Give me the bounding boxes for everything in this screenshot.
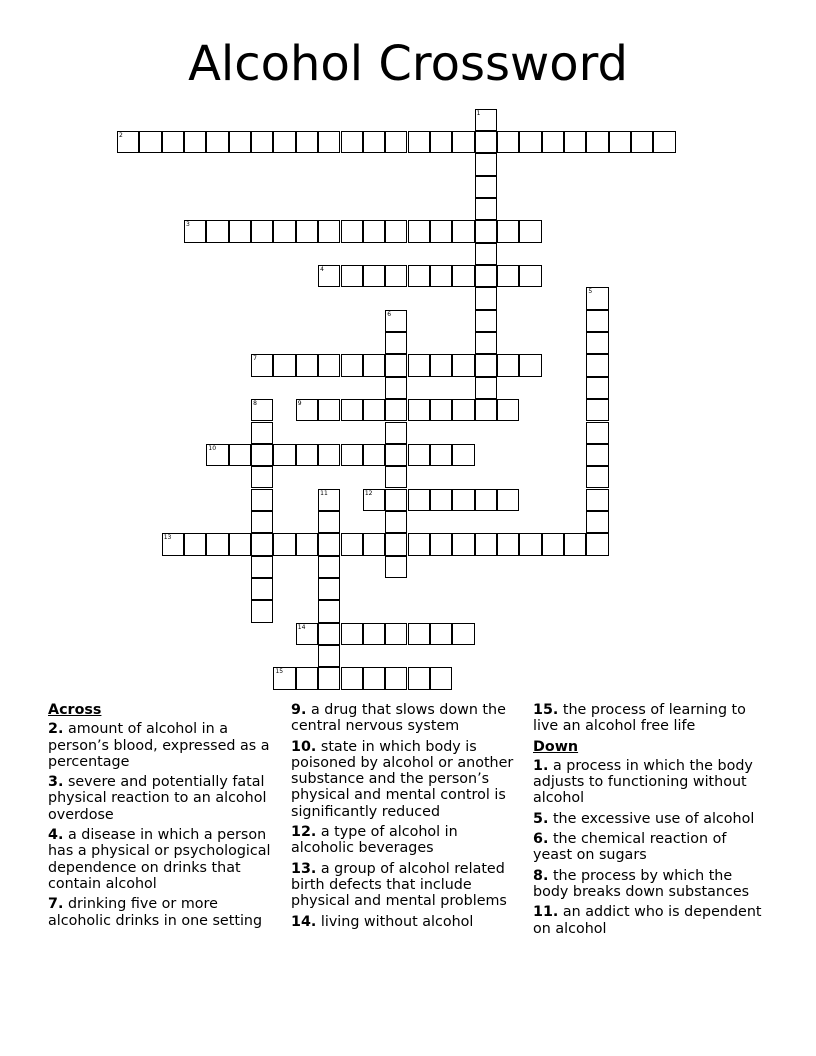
crossword-cell[interactable]: [318, 131, 340, 153]
crossword-cell[interactable]: [519, 131, 541, 153]
crossword-cell[interactable]: [408, 220, 430, 242]
clue-item: [291, 861, 523, 910]
clue-number: 6: [387, 310, 392, 318]
crossword-cell[interactable]: [251, 578, 273, 600]
crossword-cell[interactable]: [251, 444, 273, 466]
crossword-cell[interactable]: [385, 354, 407, 376]
crossword-cell[interactable]: [497, 533, 519, 555]
crossword-cell[interactable]: [631, 131, 653, 153]
crossword-cell[interactable]: [452, 354, 474, 376]
crossword-cell[interactable]: [363, 131, 385, 153]
clue-item: [533, 868, 763, 901]
clue-item: [291, 824, 523, 857]
crossword-cell[interactable]: [586, 511, 608, 533]
clue-column-2: [291, 702, 523, 934]
crossword-cell[interactable]: [475, 533, 497, 555]
crossword-cell[interactable]: [586, 399, 608, 421]
crossword-cell[interactable]: [341, 623, 363, 645]
crossword-cell[interactable]: [251, 511, 273, 533]
crossword-cell[interactable]: [519, 265, 541, 287]
crossword-cell[interactable]: [318, 667, 340, 689]
clue-item-text: a process in which the body adjusts to functioning without alcohol: [533, 757, 753, 807]
crossword-cell[interactable]: [117, 131, 139, 153]
crossword-cell[interactable]: [296, 399, 318, 421]
crossword-cell[interactable]: [408, 623, 430, 645]
crossword-cell[interactable]: [519, 220, 541, 242]
crossword-cell[interactable]: [586, 310, 608, 332]
crossword-cell[interactable]: [430, 265, 452, 287]
clue-item-number: 9.: [291, 702, 307, 718]
clue-number: 1: [476, 109, 481, 117]
crossword-cell[interactable]: [452, 131, 474, 153]
crossword-cell[interactable]: [296, 667, 318, 689]
crossword-cell[interactable]: [542, 533, 564, 555]
crossword-cell[interactable]: [452, 399, 474, 421]
clue-item-number: 14.: [291, 913, 317, 930]
crossword-cell[interactable]: [586, 466, 608, 488]
clue-item: [48, 721, 276, 770]
crossword-cell[interactable]: [363, 399, 385, 421]
crossword-cell[interactable]: [408, 444, 430, 466]
crossword-cell[interactable]: [475, 220, 497, 242]
crossword-cell[interactable]: [318, 354, 340, 376]
clue-number: 8: [253, 400, 257, 408]
crossword-cell[interactable]: [296, 220, 318, 242]
crossword-cell[interactable]: [586, 489, 608, 511]
crossword-cell[interactable]: [430, 444, 452, 466]
across-heading: Across: [48, 702, 102, 718]
crossword-cell[interactable]: [564, 533, 586, 555]
crossword-cell[interactable]: [318, 645, 340, 667]
crossword-cell[interactable]: [385, 422, 407, 444]
crossword-cell[interactable]: [475, 109, 497, 131]
clue-number: 10: [208, 444, 217, 452]
crossword-cell[interactable]: [296, 354, 318, 376]
crossword-cell[interactable]: [363, 220, 385, 242]
crossword-cell[interactable]: [318, 600, 340, 622]
crossword-cell[interactable]: [296, 623, 318, 645]
crossword-cell[interactable]: [586, 422, 608, 444]
crossword-cell[interactable]: [586, 131, 608, 153]
crossword-cell[interactable]: [206, 533, 228, 555]
crossword-cell[interactable]: [475, 131, 497, 153]
crossword-cell[interactable]: [229, 444, 251, 466]
crossword-cell[interactable]: [519, 533, 541, 555]
crossword-cell[interactable]: [318, 623, 340, 645]
clue-number: 5: [588, 288, 593, 296]
clue-number: 3: [186, 221, 190, 229]
crossword-cell[interactable]: [586, 533, 608, 555]
crossword-cell[interactable]: [318, 444, 340, 466]
crossword-cell[interactable]: [251, 556, 273, 578]
clue-item-text: state in which body is poisoned by alcohol or another substance and the person’s physical and mental control is significantly reduced: [291, 738, 514, 820]
crossword-cell[interactable]: [475, 153, 497, 175]
crossword-cell[interactable]: [341, 533, 363, 555]
crossword-cell[interactable]: [385, 466, 407, 488]
crossword-cell[interactable]: [430, 667, 452, 689]
crossword-cell[interactable]: [363, 354, 385, 376]
clue-item-text: the chemical reaction of yeast on sugars: [533, 831, 727, 864]
clue-item-number: 13.: [291, 860, 317, 877]
clue-item-text: severe and potentially fatal physical reaction to an alcohol overdose: [48, 774, 267, 823]
crossword-cell[interactable]: [408, 265, 430, 287]
crossword-cell[interactable]: [452, 489, 474, 511]
clue-item: [48, 827, 276, 892]
crossword-cell[interactable]: [341, 265, 363, 287]
crossword-cell[interactable]: [475, 265, 497, 287]
crossword-cell[interactable]: [251, 600, 273, 622]
crossword-cell[interactable]: [318, 489, 340, 511]
crossword-cell[interactable]: [363, 667, 385, 689]
clue-item-number: 7.: [48, 896, 64, 913]
crossword-cell[interactable]: [341, 131, 363, 153]
crossword-cell[interactable]: [341, 399, 363, 421]
crossword-cell[interactable]: [341, 220, 363, 242]
crossword-cell[interactable]: [475, 287, 497, 309]
crossword-cell[interactable]: [430, 354, 452, 376]
crossword-cell[interactable]: [475, 198, 497, 220]
crossword-cell[interactable]: [273, 131, 295, 153]
crossword-cell[interactable]: [408, 131, 430, 153]
crossword-cell[interactable]: [385, 444, 407, 466]
clue-item-number: 2.: [48, 721, 64, 738]
clue-item: [48, 774, 276, 823]
clue-item-number: 12.: [291, 824, 317, 841]
crossword-cell[interactable]: [363, 533, 385, 555]
clue-item: [48, 896, 276, 929]
crossword-cell[interactable]: [296, 131, 318, 153]
crossword-cell[interactable]: [341, 354, 363, 376]
clue-item-text: a type of alcohol in alcoholic beverages: [291, 824, 458, 857]
crossword-cell[interactable]: [408, 399, 430, 421]
clue-item-number: 10.: [291, 738, 317, 755]
crossword-cell[interactable]: [385, 511, 407, 533]
crossword-cell[interactable]: [452, 265, 474, 287]
crossword-cell[interactable]: [586, 287, 608, 309]
crossword-cell[interactable]: [519, 354, 541, 376]
crossword-cell[interactable]: [475, 310, 497, 332]
crossword-cell[interactable]: [251, 533, 273, 555]
clue-item: [533, 702, 763, 735]
clue-item-text: a disease in which a person has a physical or psychological dependence on drinks that contain alcohol: [48, 827, 271, 892]
clue-item: [291, 739, 523, 820]
crossword-cell[interactable]: [408, 354, 430, 376]
crossword-cell[interactable]: [251, 131, 273, 153]
clue-item-number: 4.: [48, 827, 64, 844]
clue-item-text: an addict who is dependent on alcohol: [533, 904, 762, 937]
crossword-cell[interactable]: [363, 265, 385, 287]
crossword-cell[interactable]: [430, 623, 452, 645]
clue-number: 14: [297, 623, 306, 631]
crossword-cell[interactable]: [385, 310, 407, 332]
crossword-cell[interactable]: [162, 131, 184, 153]
crossword-cell[interactable]: [408, 533, 430, 555]
crossword-cell[interactable]: [273, 667, 295, 689]
crossword-cell[interactable]: [318, 220, 340, 242]
crossword-cell[interactable]: [318, 533, 340, 555]
crossword-cell[interactable]: [206, 220, 228, 242]
clue-number: 4: [320, 266, 324, 274]
clue-column-1: [48, 702, 276, 933]
crossword-cell[interactable]: [184, 533, 206, 555]
crossword-cell[interactable]: [475, 332, 497, 354]
crossword-cell[interactable]: [385, 489, 407, 511]
clue-item-text: living without alcohol: [320, 913, 474, 930]
clue-item-text: the process of learning to live an alcohol free life: [533, 702, 746, 735]
crossword-cell[interactable]: [497, 489, 519, 511]
crossword-cell[interactable]: [475, 377, 497, 399]
clue-item: [533, 758, 763, 807]
clue-item-text: a drug that slows down the central nervous system: [291, 702, 506, 735]
crossword-cell[interactable]: [430, 399, 452, 421]
crossword-cell[interactable]: [475, 399, 497, 421]
crossword-cell[interactable]: [296, 444, 318, 466]
crossword-cell[interactable]: [341, 667, 363, 689]
clue-item: [533, 831, 763, 864]
clue-item-text: amount of alcohol in a person’s blood, expressed as a percentage: [48, 721, 270, 770]
crossword-cell[interactable]: [385, 220, 407, 242]
crossword-cell[interactable]: [430, 131, 452, 153]
crossword-cell[interactable]: [206, 131, 228, 153]
page-title: Alcohol Crossword: [188, 36, 628, 92]
crossword-cell[interactable]: [251, 399, 273, 421]
crossword-cell[interactable]: [475, 354, 497, 376]
crossword-cell[interactable]: [184, 131, 206, 153]
crossword-cell[interactable]: [408, 489, 430, 511]
crossword-cell[interactable]: [363, 489, 385, 511]
clue-item-text: drinking five or more alcoholic drinks in one setting: [48, 896, 263, 929]
crossword-cell[interactable]: [251, 422, 273, 444]
crossword-cell[interactable]: [452, 220, 474, 242]
crossword-cell[interactable]: [318, 556, 340, 578]
clue-item-number: 3.: [48, 774, 64, 791]
crossword-cell[interactable]: [385, 623, 407, 645]
clue-item-text: the process by which the body breaks down substances: [533, 867, 750, 900]
crossword-cell[interactable]: [497, 399, 519, 421]
crossword-cell[interactable]: [653, 131, 675, 153]
clue-number: 9: [297, 400, 302, 408]
crossword-cell[interactable]: [251, 354, 273, 376]
crossword-cell[interactable]: [318, 511, 340, 533]
crossword-cell[interactable]: [497, 220, 519, 242]
clue-item-number: 15.: [533, 702, 559, 718]
clue-item-number: 8.: [533, 867, 549, 884]
crossword-cell[interactable]: [341, 444, 363, 466]
crossword-cell[interactable]: [162, 533, 184, 555]
crossword-cell[interactable]: [139, 131, 161, 153]
crossword-cell[interactable]: [273, 444, 295, 466]
crossword-cell[interactable]: [206, 444, 228, 466]
crossword-cell[interactable]: [318, 578, 340, 600]
crossword-cell[interactable]: [318, 399, 340, 421]
clue-item: [291, 702, 523, 735]
crossword-cell[interactable]: [586, 377, 608, 399]
crossword-cell[interactable]: [586, 444, 608, 466]
crossword-cell[interactable]: [385, 533, 407, 555]
clue-number: 7: [253, 355, 257, 363]
clue-item-number: 11.: [533, 904, 559, 921]
crossword-cell[interactable]: [273, 220, 295, 242]
crossword-cell[interactable]: [273, 533, 295, 555]
crossword-cell[interactable]: [184, 220, 206, 242]
crossword-cell[interactable]: [542, 131, 564, 153]
clue-number: 2: [119, 131, 123, 139]
crossword-cell[interactable]: [564, 131, 586, 153]
crossword-cell[interactable]: [430, 533, 452, 555]
crossword-cell[interactable]: [497, 131, 519, 153]
crossword-cell[interactable]: [475, 176, 497, 198]
crossword-cell[interactable]: [251, 466, 273, 488]
clue-item-text: a group of alcohol related birth defects that include physical and mental problems: [291, 860, 507, 910]
down-heading: Down: [533, 738, 579, 755]
crossword-cell[interactable]: [385, 399, 407, 421]
crossword-cell[interactable]: [251, 489, 273, 511]
crossword-cell[interactable]: [497, 265, 519, 287]
clue-number: 13: [163, 534, 172, 542]
crossword-cell[interactable]: [408, 667, 430, 689]
crossword-cell[interactable]: [273, 354, 295, 376]
crossword-cell[interactable]: [430, 489, 452, 511]
clue-number: 11: [320, 489, 328, 497]
crossword-cell[interactable]: [318, 265, 340, 287]
clue-item: [533, 811, 763, 827]
crossword-cell[interactable]: [363, 623, 385, 645]
clue-item: [533, 904, 763, 937]
clue-item-number: 6.: [533, 831, 549, 848]
crossword-cell[interactable]: [430, 220, 452, 242]
clue-item-number: 5.: [533, 810, 549, 827]
crossword-cell[interactable]: [385, 131, 407, 153]
clue-item-text: the excessive use of alcohol: [552, 810, 755, 827]
crossword-cell[interactable]: [229, 220, 251, 242]
crossword-cell[interactable]: [296, 533, 318, 555]
crossword-cell[interactable]: [586, 332, 608, 354]
crossword-cell[interactable]: [452, 444, 474, 466]
clue-number: 12: [364, 489, 373, 497]
crossword-cell[interactable]: [385, 265, 407, 287]
crossword-cell[interactable]: [385, 667, 407, 689]
crossword-cell[interactable]: [452, 533, 474, 555]
clue-number: 15: [275, 668, 284, 676]
crossword-cell[interactable]: [363, 444, 385, 466]
crossword-cell[interactable]: [497, 354, 519, 376]
crossword-cell[interactable]: [385, 332, 407, 354]
crossword-cell[interactable]: [586, 354, 608, 376]
clue-item-number: 1.: [533, 757, 549, 774]
crossword-cell[interactable]: [475, 243, 497, 265]
crossword-cell[interactable]: [609, 131, 631, 153]
crossword-cell[interactable]: [385, 377, 407, 399]
crossword-cell[interactable]: [229, 533, 251, 555]
crossword-cell[interactable]: [452, 623, 474, 645]
crossword-cell[interactable]: [229, 131, 251, 153]
clue-column-3: [533, 702, 763, 941]
crossword-cell[interactable]: [251, 220, 273, 242]
clue-item: [291, 914, 523, 930]
crossword-cell[interactable]: [385, 556, 407, 578]
crossword-cell[interactable]: [475, 489, 497, 511]
